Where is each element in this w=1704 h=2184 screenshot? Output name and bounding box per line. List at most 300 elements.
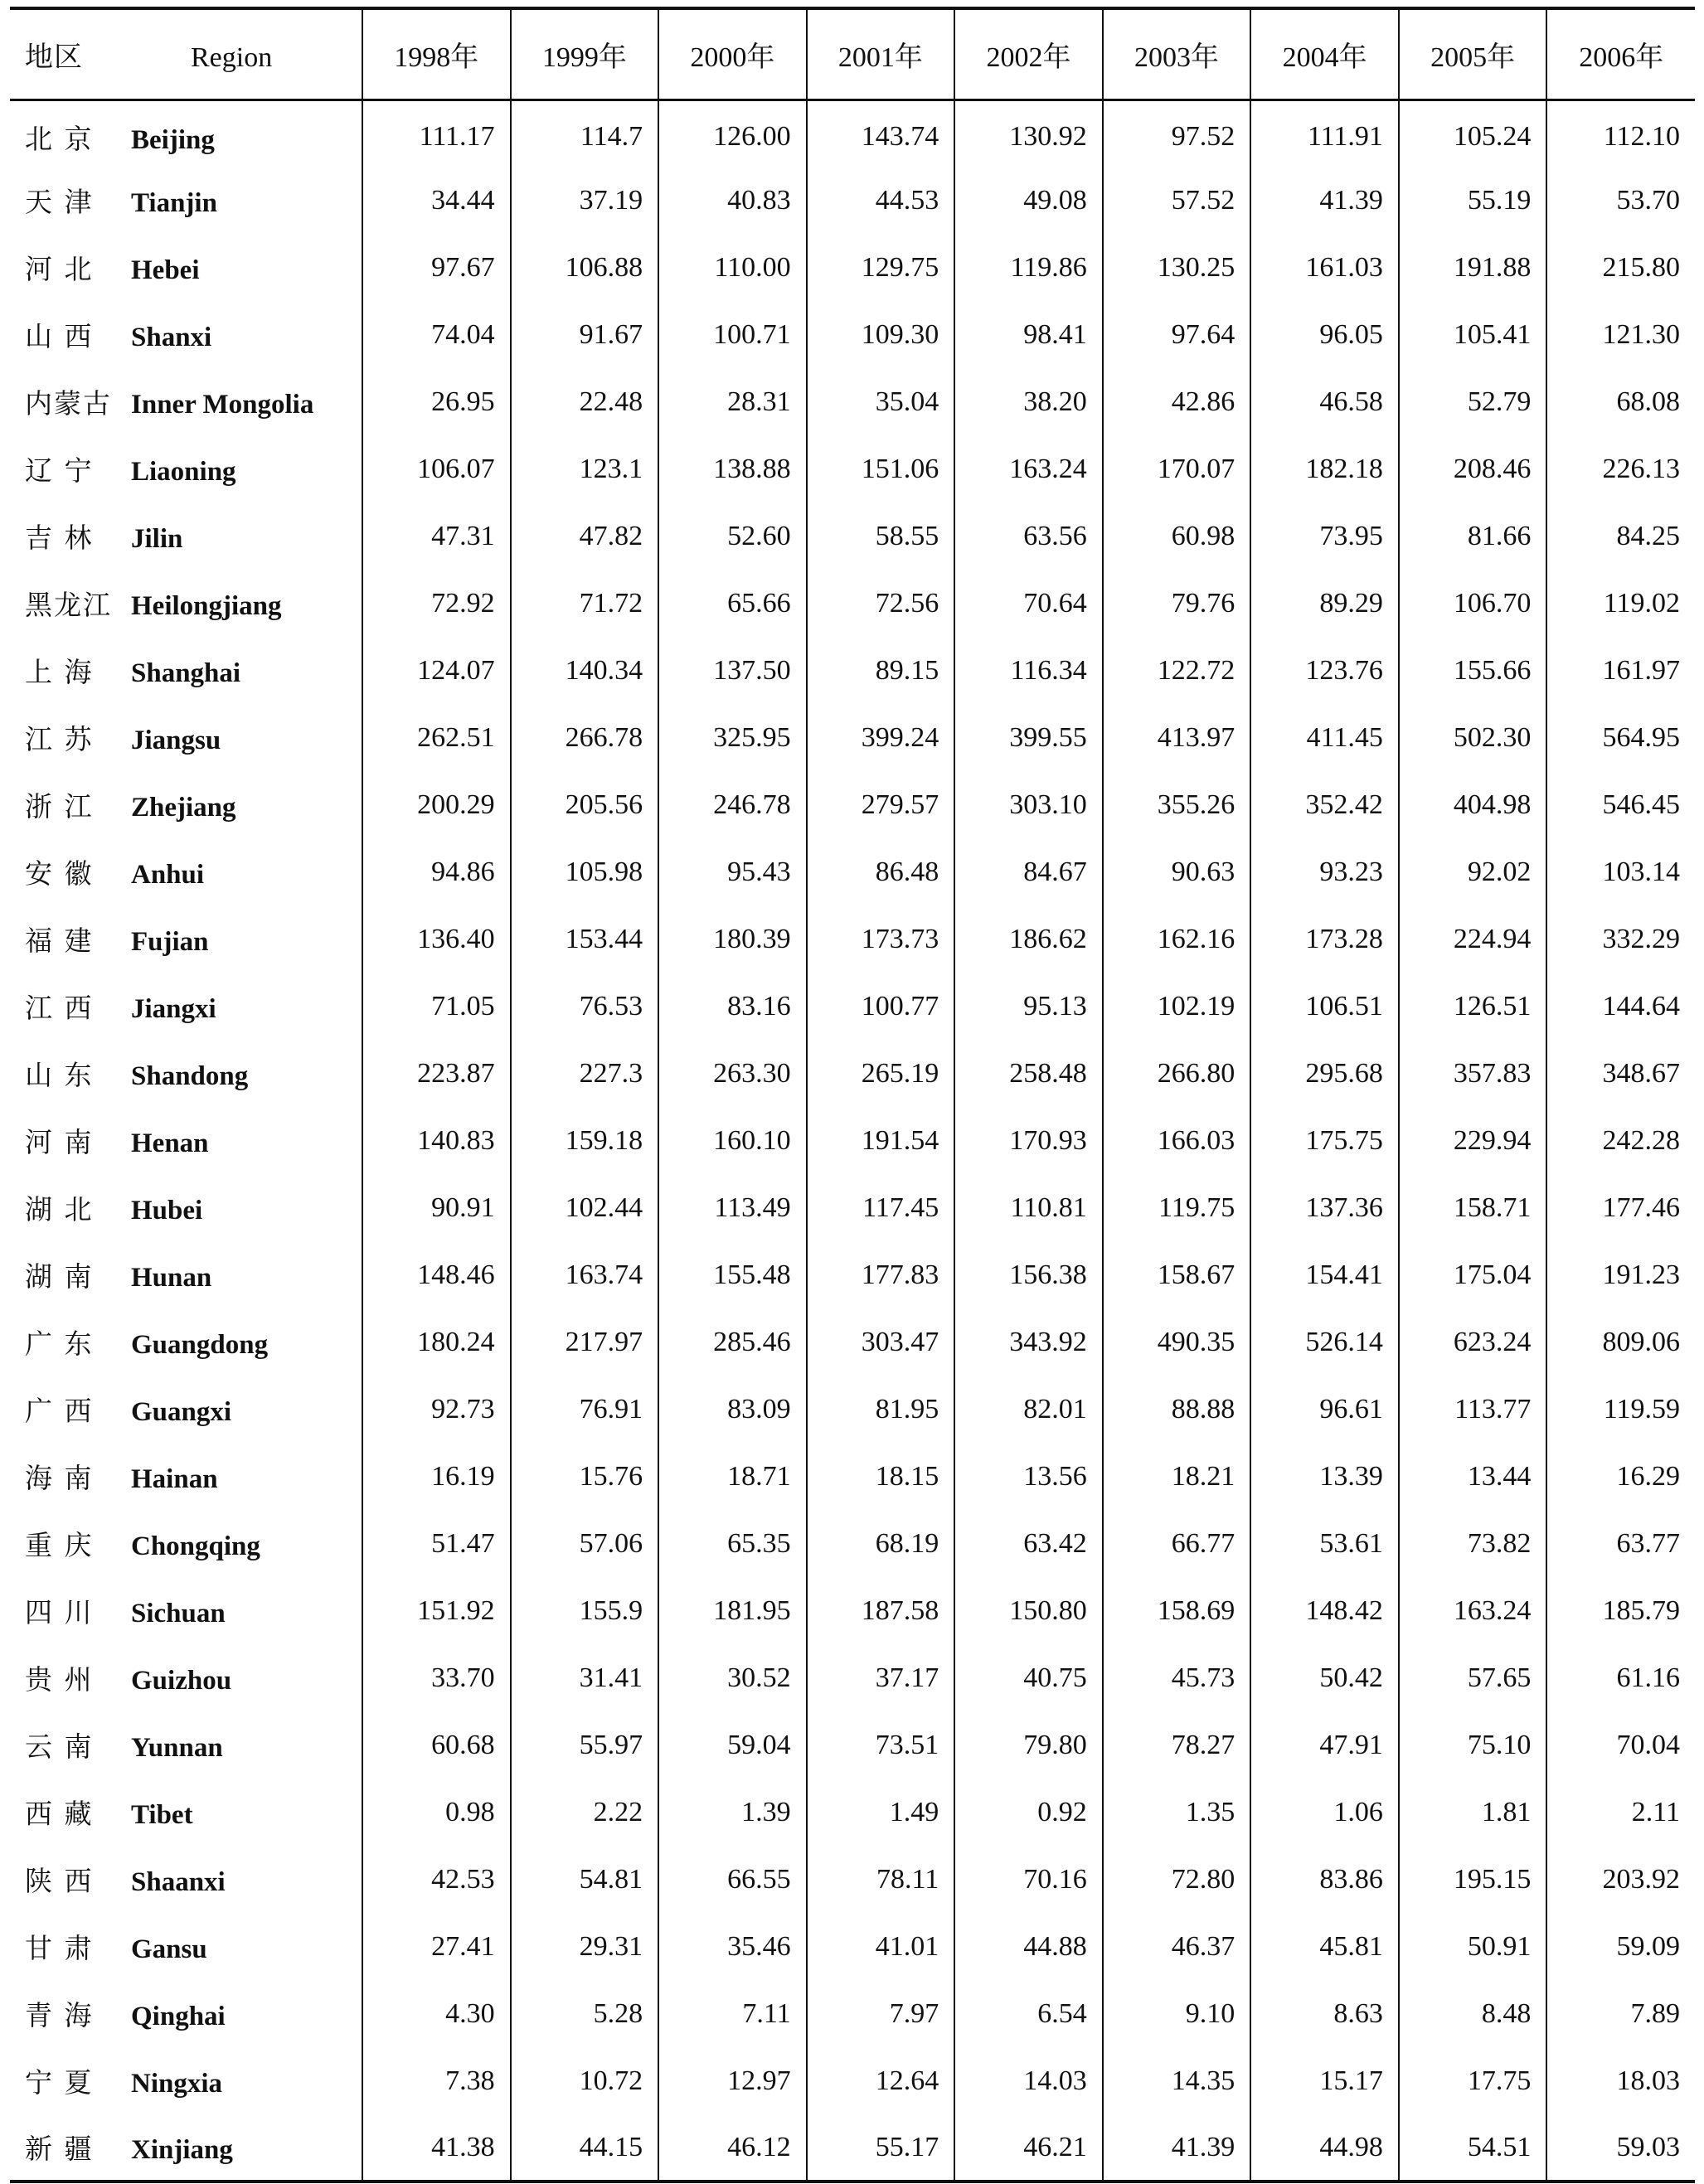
value-cell: 258.48 — [954, 1040, 1103, 1107]
region-name-en: Jiangsu — [131, 726, 221, 755]
value-cell: 29.31 — [511, 1913, 659, 1980]
region-name-en: Liaoning — [131, 457, 236, 487]
value-cell: 160.10 — [658, 1107, 807, 1174]
value-cell: 28.31 — [658, 368, 807, 435]
value-cell: 119.86 — [954, 234, 1103, 301]
region-name-en: Xinjiang — [131, 2135, 233, 2165]
region-name-cn: 吉 林 — [25, 522, 94, 554]
table-row — [10, 905, 1695, 973]
value-cell: 45.81 — [1250, 1913, 1399, 1980]
header-year: 1998年 — [362, 8, 511, 99]
value-cell: 181.95 — [658, 1577, 807, 1644]
value-cell: 156.38 — [954, 1241, 1103, 1308]
value-cell: 162.16 — [1103, 905, 1251, 973]
header-year: 1999年 — [511, 8, 659, 99]
value-cell: 263.30 — [658, 1040, 807, 1107]
value-cell: 110.00 — [658, 234, 807, 301]
region-name-cn: 西 藏 — [25, 1798, 94, 1830]
header-year: 2005年 — [1399, 8, 1547, 99]
region-cell — [10, 1577, 362, 1644]
value-cell: 130.25 — [1103, 234, 1251, 301]
value-cell: 154.41 — [1250, 1241, 1399, 1308]
header-year: 2006年 — [1546, 8, 1695, 99]
table-row — [10, 1040, 1695, 1107]
value-cell: 42.53 — [362, 1846, 511, 1913]
value-cell: 46.37 — [1103, 1913, 1251, 1980]
value-cell: 246.78 — [658, 771, 807, 838]
value-cell: 76.53 — [511, 973, 659, 1040]
value-cell: 262.51 — [362, 704, 511, 771]
value-cell: 111.17 — [362, 99, 511, 167]
region-cell — [10, 704, 362, 771]
value-cell: 137.36 — [1250, 1174, 1399, 1241]
value-cell: 38.20 — [954, 368, 1103, 435]
value-cell: 348.67 — [1546, 1040, 1695, 1107]
value-cell: 7.97 — [807, 1980, 955, 2047]
value-cell: 6.54 — [954, 1980, 1103, 2047]
region-name-cn: 黑龙江 — [25, 589, 112, 621]
value-cell: 266.80 — [1103, 1040, 1251, 1107]
region-name-cn: 山 西 — [25, 320, 94, 352]
value-cell: 51.47 — [362, 1510, 511, 1577]
value-cell: 8.63 — [1250, 1980, 1399, 2047]
region-name-cn: 江 西 — [25, 992, 94, 1024]
value-cell: 52.60 — [658, 502, 807, 570]
region-name-en: Hebei — [131, 255, 200, 285]
region-name-en: Ningxia — [131, 2069, 223, 2099]
value-cell: 66.55 — [658, 1846, 807, 1913]
value-cell: 2.22 — [511, 1779, 659, 1846]
table-row — [10, 704, 1695, 771]
region-cell — [10, 2114, 362, 2182]
value-cell: 84.25 — [1546, 502, 1695, 570]
value-cell: 71.05 — [362, 973, 511, 1040]
value-cell: 10.72 — [511, 2047, 659, 2114]
value-cell: 332.29 — [1546, 905, 1695, 973]
value-cell: 130.92 — [954, 99, 1103, 167]
region-name-en: Shanghai — [131, 658, 241, 688]
header-region-en: Region — [191, 41, 273, 73]
value-cell: 35.04 — [807, 368, 955, 435]
table-row — [10, 99, 1695, 167]
region-cell — [10, 1846, 362, 1913]
value-cell: 325.95 — [658, 704, 807, 771]
region-cell — [10, 1980, 362, 2047]
region-name-en: Hainan — [131, 1464, 218, 1494]
value-cell: 46.58 — [1250, 368, 1399, 435]
value-cell: 121.30 — [1546, 301, 1695, 368]
region-cell — [10, 167, 362, 234]
value-cell: 79.80 — [954, 1711, 1103, 1779]
value-cell: 47.91 — [1250, 1711, 1399, 1779]
value-cell: 279.57 — [807, 771, 955, 838]
value-cell: 129.75 — [807, 234, 955, 301]
region-cell — [10, 637, 362, 704]
value-cell: 1.35 — [1103, 1779, 1251, 1846]
value-cell: 136.40 — [362, 905, 511, 973]
value-cell: 41.01 — [807, 1913, 955, 1980]
table-row — [10, 570, 1695, 637]
value-cell: 177.46 — [1546, 1174, 1695, 1241]
region-year-table — [10, 7, 1695, 2183]
value-cell: 4.30 — [362, 1980, 511, 2047]
table-row — [10, 973, 1695, 1040]
table-row — [10, 1711, 1695, 1779]
region-cell — [10, 1241, 362, 1308]
value-cell: 13.44 — [1399, 1443, 1547, 1510]
region-name-en: Chongqing — [131, 1531, 260, 1561]
value-cell: 110.81 — [954, 1174, 1103, 1241]
value-cell: 15.76 — [511, 1443, 659, 1510]
value-cell: 41.39 — [1250, 167, 1399, 234]
value-cell: 79.76 — [1103, 570, 1251, 637]
value-cell: 47.31 — [362, 502, 511, 570]
value-cell: 113.49 — [658, 1174, 807, 1241]
region-cell — [10, 771, 362, 838]
region-cell — [10, 1779, 362, 1846]
region-name-en: Sichuan — [131, 1599, 226, 1628]
value-cell: 123.1 — [511, 435, 659, 502]
table-row — [10, 1510, 1695, 1577]
value-cell: 242.28 — [1546, 1107, 1695, 1174]
value-cell: 94.86 — [362, 838, 511, 905]
region-name-en: Tianjin — [131, 188, 217, 218]
value-cell: 151.06 — [807, 435, 955, 502]
region-name-cn: 内蒙古 — [25, 387, 112, 420]
region-name-cn: 天 津 — [25, 186, 94, 218]
value-cell: 95.13 — [954, 973, 1103, 1040]
value-cell: 200.29 — [362, 771, 511, 838]
region-cell — [10, 1376, 362, 1443]
value-cell: 81.66 — [1399, 502, 1547, 570]
value-cell: 41.38 — [362, 2114, 511, 2182]
value-cell: 18.15 — [807, 1443, 955, 1510]
region-name-en: Zhejiang — [131, 793, 236, 823]
table-row — [10, 1308, 1695, 1376]
value-cell: 124.07 — [362, 637, 511, 704]
value-cell: 119.02 — [1546, 570, 1695, 637]
value-cell: 5.28 — [511, 1980, 659, 2047]
region-cell — [10, 1443, 362, 1510]
value-cell: 163.24 — [954, 435, 1103, 502]
value-cell: 106.51 — [1250, 973, 1399, 1040]
table-row — [10, 1913, 1695, 1980]
value-cell: 40.75 — [954, 1644, 1103, 1711]
value-cell: 88.88 — [1103, 1376, 1251, 1443]
value-cell: 100.71 — [658, 301, 807, 368]
region-name-en: Tibet — [131, 1800, 193, 1830]
value-cell: 151.92 — [362, 1577, 511, 1644]
value-cell: 158.67 — [1103, 1241, 1251, 1308]
value-cell: 66.77 — [1103, 1510, 1251, 1577]
value-cell: 44.88 — [954, 1913, 1103, 1980]
value-cell: 143.74 — [807, 99, 955, 167]
region-name-en: Inner Mongolia — [131, 390, 314, 420]
value-cell: 91.67 — [511, 301, 659, 368]
region-name-cn: 海 南 — [25, 1462, 94, 1494]
region-name-cn: 安 徽 — [25, 857, 94, 890]
statistics-table-page — [10, 7, 1695, 2183]
value-cell: 163.24 — [1399, 1577, 1547, 1644]
value-cell: 37.19 — [511, 167, 659, 234]
table-row — [10, 1577, 1695, 1644]
region-name-cn: 广 西 — [25, 1395, 94, 1427]
region-name-en: Guizhou — [131, 1666, 232, 1696]
value-cell: 126.00 — [658, 99, 807, 167]
value-cell: 7.38 — [362, 2047, 511, 2114]
region-name-cn: 上 海 — [25, 656, 94, 688]
value-cell: 97.64 — [1103, 301, 1251, 368]
value-cell: 98.41 — [954, 301, 1103, 368]
value-cell: 73.82 — [1399, 1510, 1547, 1577]
region-cell — [10, 1107, 362, 1174]
value-cell: 122.72 — [1103, 637, 1251, 704]
table-header — [10, 8, 1695, 99]
header-year: 2001年 — [807, 8, 955, 99]
value-cell: 224.94 — [1399, 905, 1547, 973]
table-row — [10, 1443, 1695, 1510]
value-cell: 357.83 — [1399, 1040, 1547, 1107]
region-name-cn: 湖 北 — [25, 1193, 94, 1225]
value-cell: 47.82 — [511, 502, 659, 570]
region-name-en: Shaanxi — [131, 1867, 226, 1897]
table-row — [10, 1174, 1695, 1241]
value-cell: 0.92 — [954, 1779, 1103, 1846]
value-cell: 180.39 — [658, 905, 807, 973]
value-cell: 49.08 — [954, 167, 1103, 234]
value-cell: 111.91 — [1250, 99, 1399, 167]
header-region-cn: 地区 — [25, 41, 83, 73]
region-cell — [10, 1174, 362, 1241]
value-cell: 546.45 — [1546, 771, 1695, 838]
value-cell: 70.16 — [954, 1846, 1103, 1913]
value-cell: 229.94 — [1399, 1107, 1547, 1174]
value-cell: 114.7 — [511, 99, 659, 167]
region-name-en: Guangxi — [131, 1397, 232, 1427]
region-cell — [10, 1644, 362, 1711]
value-cell: 0.98 — [362, 1779, 511, 1846]
value-cell: 90.91 — [362, 1174, 511, 1241]
value-cell: 52.79 — [1399, 368, 1547, 435]
value-cell: 105.41 — [1399, 301, 1547, 368]
value-cell: 55.19 — [1399, 167, 1547, 234]
value-cell: 2.11 — [1546, 1779, 1695, 1846]
value-cell: 8.48 — [1399, 1980, 1547, 2047]
region-cell — [10, 99, 362, 167]
region-name-en: Guangdong — [131, 1330, 269, 1360]
value-cell: 63.56 — [954, 502, 1103, 570]
value-cell: 411.45 — [1250, 704, 1399, 771]
region-name-cn: 重 庆 — [25, 1529, 94, 1561]
value-cell: 7.11 — [658, 1980, 807, 2047]
region-cell — [10, 1308, 362, 1376]
value-cell: 55.17 — [807, 2114, 955, 2182]
value-cell: 404.98 — [1399, 771, 1547, 838]
value-cell: 30.52 — [658, 1644, 807, 1711]
value-cell: 185.79 — [1546, 1577, 1695, 1644]
value-cell: 113.77 — [1399, 1376, 1547, 1443]
value-cell: 170.93 — [954, 1107, 1103, 1174]
header-region — [10, 8, 362, 99]
value-cell: 78.11 — [807, 1846, 955, 1913]
value-cell: 140.83 — [362, 1107, 511, 1174]
value-cell: 12.97 — [658, 2047, 807, 2114]
value-cell: 1.49 — [807, 1779, 955, 1846]
value-cell: 490.35 — [1103, 1308, 1251, 1376]
value-cell: 76.91 — [511, 1376, 659, 1443]
region-cell — [10, 1711, 362, 1779]
value-cell: 71.72 — [511, 570, 659, 637]
value-cell: 564.95 — [1546, 704, 1695, 771]
value-cell: 83.86 — [1250, 1846, 1399, 1913]
region-name-en: Hunan — [131, 1263, 212, 1293]
value-cell: 58.55 — [807, 502, 955, 570]
value-cell: 97.52 — [1103, 99, 1251, 167]
value-cell: 138.88 — [658, 435, 807, 502]
value-cell: 78.27 — [1103, 1711, 1251, 1779]
region-name-cn: 四 川 — [25, 1596, 94, 1628]
value-cell: 102.19 — [1103, 973, 1251, 1040]
value-cell: 526.14 — [1250, 1308, 1399, 1376]
value-cell: 285.46 — [658, 1308, 807, 1376]
value-cell: 16.29 — [1546, 1443, 1695, 1510]
value-cell: 42.86 — [1103, 368, 1251, 435]
value-cell: 73.95 — [1250, 502, 1399, 570]
value-cell: 40.83 — [658, 167, 807, 234]
region-name-en: Gansu — [131, 1934, 207, 1964]
value-cell: 117.45 — [807, 1174, 955, 1241]
header-year: 2002年 — [954, 8, 1103, 99]
region-cell — [10, 838, 362, 905]
table-row — [10, 1779, 1695, 1846]
value-cell: 18.21 — [1103, 1443, 1251, 1510]
table-row — [10, 234, 1695, 301]
region-name-en: Yunnan — [131, 1733, 223, 1763]
value-cell: 83.16 — [658, 973, 807, 1040]
table-row — [10, 838, 1695, 905]
value-cell: 61.16 — [1546, 1644, 1695, 1711]
value-cell: 81.95 — [807, 1376, 955, 1443]
value-cell: 65.35 — [658, 1510, 807, 1577]
value-cell: 170.07 — [1103, 435, 1251, 502]
value-cell: 1.06 — [1250, 1779, 1399, 1846]
value-cell: 163.74 — [511, 1241, 659, 1308]
value-cell: 148.42 — [1250, 1577, 1399, 1644]
table-row — [10, 1644, 1695, 1711]
value-cell: 45.73 — [1103, 1644, 1251, 1711]
value-cell: 86.48 — [807, 838, 955, 905]
region-name-en: Henan — [131, 1128, 209, 1158]
value-cell: 126.51 — [1399, 973, 1547, 1040]
value-cell: 116.34 — [954, 637, 1103, 704]
header-year: 2000年 — [658, 8, 807, 99]
value-cell: 74.04 — [362, 301, 511, 368]
value-cell: 265.19 — [807, 1040, 955, 1107]
value-cell: 223.87 — [362, 1040, 511, 1107]
value-cell: 55.97 — [511, 1711, 659, 1779]
value-cell: 502.30 — [1399, 704, 1547, 771]
value-cell: 215.80 — [1546, 234, 1695, 301]
value-cell: 150.80 — [954, 1577, 1103, 1644]
value-cell: 191.88 — [1399, 234, 1547, 301]
table-row — [10, 301, 1695, 368]
value-cell: 44.98 — [1250, 2114, 1399, 2182]
value-cell: 14.35 — [1103, 2047, 1251, 2114]
value-cell: 144.64 — [1546, 973, 1695, 1040]
region-name-en: Fujian — [131, 927, 209, 957]
value-cell: 63.42 — [954, 1510, 1103, 1577]
value-cell: 355.26 — [1103, 771, 1251, 838]
value-cell: 16.19 — [362, 1443, 511, 1510]
region-name-cn: 河 南 — [25, 1126, 94, 1158]
region-name-cn: 甘 肃 — [25, 1932, 94, 1964]
value-cell: 60.68 — [362, 1711, 511, 1779]
value-cell: 46.12 — [658, 2114, 807, 2182]
value-cell: 18.71 — [658, 1443, 807, 1510]
table-row — [10, 2114, 1695, 2182]
value-cell: 37.17 — [807, 1644, 955, 1711]
value-cell: 182.18 — [1250, 435, 1399, 502]
value-cell: 175.75 — [1250, 1107, 1399, 1174]
value-cell: 295.68 — [1250, 1040, 1399, 1107]
value-cell: 123.76 — [1250, 637, 1399, 704]
value-cell: 59.09 — [1546, 1913, 1695, 1980]
value-cell: 57.52 — [1103, 167, 1251, 234]
value-cell: 92.02 — [1399, 838, 1547, 905]
value-cell: 177.83 — [807, 1241, 955, 1308]
value-cell: 303.47 — [807, 1308, 955, 1376]
value-cell: 9.10 — [1103, 1980, 1251, 2047]
value-cell: 352.42 — [1250, 771, 1399, 838]
region-name-en: Shanxi — [131, 323, 212, 352]
region-cell — [10, 234, 362, 301]
table-row — [10, 435, 1695, 502]
region-name-en: Anhui — [131, 860, 205, 890]
value-cell: 153.44 — [511, 905, 659, 973]
value-cell: 65.66 — [658, 570, 807, 637]
value-cell: 46.21 — [954, 2114, 1103, 2182]
value-cell: 96.61 — [1250, 1376, 1399, 1443]
value-cell: 13.39 — [1250, 1443, 1399, 1510]
region-cell — [10, 301, 362, 368]
value-cell: 155.66 — [1399, 637, 1547, 704]
value-cell: 54.51 — [1399, 2114, 1547, 2182]
value-cell: 155.48 — [658, 1241, 807, 1308]
value-cell: 90.63 — [1103, 838, 1251, 905]
value-cell: 7.89 — [1546, 1980, 1695, 2047]
table-row — [10, 167, 1695, 234]
value-cell: 75.10 — [1399, 1711, 1547, 1779]
value-cell: 54.81 — [511, 1846, 659, 1913]
value-cell: 109.30 — [807, 301, 955, 368]
value-cell: 70.64 — [954, 570, 1103, 637]
value-cell: 14.03 — [954, 2047, 1103, 2114]
value-cell: 73.51 — [807, 1711, 955, 1779]
value-cell: 50.42 — [1250, 1644, 1399, 1711]
region-name-cn: 河 北 — [25, 253, 94, 285]
value-cell: 22.48 — [511, 368, 659, 435]
value-cell: 12.64 — [807, 2047, 955, 2114]
region-cell — [10, 973, 362, 1040]
value-cell: 41.39 — [1103, 2114, 1251, 2182]
region-name-cn: 云 南 — [25, 1730, 94, 1763]
table-row — [10, 1376, 1695, 1443]
region-name-en: Heilongjiang — [131, 591, 282, 621]
value-cell: 44.53 — [807, 167, 955, 234]
region-name-cn: 湖 南 — [25, 1260, 94, 1293]
region-name-cn: 宁 夏 — [25, 2066, 94, 2099]
value-cell: 266.78 — [511, 704, 659, 771]
